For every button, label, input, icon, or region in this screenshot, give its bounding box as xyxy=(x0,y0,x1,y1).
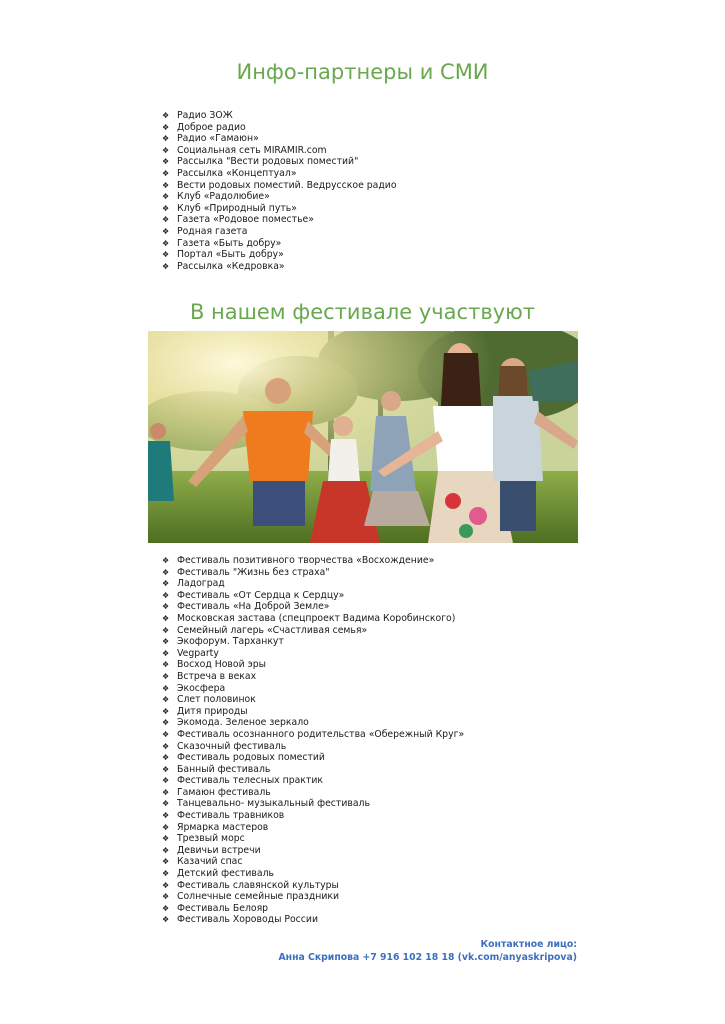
contact-label: Контактное лицо: xyxy=(480,939,577,950)
participants-list-item xyxy=(162,822,464,834)
participants-item-text: Фестиваль "Жизнь без страха" xyxy=(177,566,330,578)
participants-list-item xyxy=(162,590,464,602)
contact-block xyxy=(278,938,577,964)
diamond-bullet-icon: ❖ xyxy=(162,192,170,202)
contact-details: Анна Скрипова +7 916 102 18 18 (vk.com/anyaskripova) xyxy=(278,952,577,963)
participants-item-text: Vegparty xyxy=(177,647,219,659)
participants-item-text: Восход Новой эры xyxy=(177,659,266,671)
diamond-bullet-icon: ❖ xyxy=(162,683,170,693)
diamond-bullet-icon: ❖ xyxy=(162,880,170,890)
diamond-bullet-icon: ❖ xyxy=(162,556,170,565)
diamond-bullet-icon: ❖ xyxy=(162,111,170,120)
diamond-bullet-icon: ❖ xyxy=(162,648,170,658)
partners-item-text: Вести родовых поместий. Ведрусское радио xyxy=(177,179,397,191)
partners-heading: Инфо-партнеры и СМИ xyxy=(236,60,489,84)
partners-list-item xyxy=(162,133,397,145)
diamond-bullet-icon: ❖ xyxy=(162,215,170,225)
partners-list-item xyxy=(162,191,397,203)
participants-item-text: Солнечные семейные праздники xyxy=(177,891,340,903)
diamond-bullet-icon: ❖ xyxy=(162,787,170,797)
participants-item-text: Фестиваль Хороводы России xyxy=(177,914,318,926)
partners-item-text: Родная газета xyxy=(177,225,248,237)
diamond-bullet-icon: ❖ xyxy=(162,695,170,705)
festival-photo-illustration xyxy=(148,331,578,543)
participants-item-text: Фестиваль травников xyxy=(177,810,285,822)
participants-item-text: Фестиваль родовых поместий xyxy=(177,752,325,764)
participants-list-item xyxy=(162,625,464,637)
diamond-bullet-icon: ❖ xyxy=(162,869,170,879)
participants-list-item xyxy=(162,601,464,613)
participants-list-item xyxy=(162,648,464,660)
participants-list-item xyxy=(162,729,464,741)
partners-item-text: Клуб «Радолюбие» xyxy=(177,191,270,203)
partners-list-item xyxy=(162,156,397,168)
partners-item-text: Радио «Гамаюн» xyxy=(177,133,259,145)
participants-list-item xyxy=(162,706,464,718)
partners-list xyxy=(162,110,397,272)
participants-item-text: Экомода. Зеленое зеркало xyxy=(177,717,309,729)
diamond-bullet-icon: ❖ xyxy=(162,261,170,271)
diamond-bullet-icon: ❖ xyxy=(162,567,170,577)
partners-item-text: Клуб «Природный путь» xyxy=(177,202,297,214)
participants-item-text: Фестиваль Белояр xyxy=(177,902,269,914)
diamond-bullet-icon: ❖ xyxy=(162,157,170,167)
participants-list-item xyxy=(162,671,464,683)
participants-item-text: Фестиваль славянской культуры xyxy=(177,879,339,891)
participants-item-text: Фестиваль телесных практик xyxy=(177,775,323,787)
participants-item-text: Гамаюн фестиваль xyxy=(177,786,271,798)
diamond-bullet-icon: ❖ xyxy=(162,203,170,213)
participants-item-text: Фестиваль «От Сердца к Сердцу» xyxy=(177,589,345,601)
participants-item-text: Казачий спас xyxy=(177,856,243,868)
participants-list-item xyxy=(162,717,464,729)
participants-item-text: Семейный лагерь «Счастливая семья» xyxy=(177,624,368,636)
participants-list xyxy=(162,555,464,926)
participants-list-item xyxy=(162,810,464,822)
partners-item-text: Рассылка «Кедровка» xyxy=(177,260,285,272)
diamond-bullet-icon: ❖ xyxy=(162,145,170,155)
participants-list-item xyxy=(162,741,464,753)
participants-list-item xyxy=(162,764,464,776)
participants-item-text: Фестиваль осознанного родительства «Обережный Круг» xyxy=(177,728,465,740)
partners-list-item xyxy=(162,226,397,238)
partners-item-text: Социальная сеть MIRAMIR.com xyxy=(177,144,327,156)
partners-list-item xyxy=(162,110,397,122)
partners-list-item xyxy=(162,180,397,192)
participants-list-item xyxy=(162,775,464,787)
participants-list-item xyxy=(162,868,464,880)
diamond-bullet-icon: ❖ xyxy=(162,799,170,809)
partners-item-text: Газета «Быть добру» xyxy=(177,237,282,249)
participants-heading: В нашем фестивале участвуют xyxy=(189,300,536,324)
participants-list-item xyxy=(162,659,464,671)
participants-item-text: Девичьи встречи xyxy=(177,844,261,856)
participants-item-text: Дитя природы xyxy=(177,705,248,717)
participants-list-item xyxy=(162,683,464,695)
diamond-bullet-icon: ❖ xyxy=(162,811,170,821)
partners-list-item xyxy=(162,145,397,157)
participants-item-text: Экосфера xyxy=(177,682,226,694)
participants-list-item xyxy=(162,856,464,868)
diamond-bullet-icon: ❖ xyxy=(162,741,170,751)
participants-item-text: Ярмарка мастеров xyxy=(177,821,269,833)
partners-item-text: Рассылка «Концептуал» xyxy=(177,167,297,179)
partners-list-item xyxy=(162,238,397,250)
diamond-bullet-icon: ❖ xyxy=(162,238,170,248)
diamond-bullet-icon: ❖ xyxy=(162,845,170,855)
diamond-bullet-icon: ❖ xyxy=(162,764,170,774)
participants-list-item xyxy=(162,891,464,903)
diamond-bullet-icon: ❖ xyxy=(162,134,170,144)
participants-item-text: Танцевально- музыкальный фестиваль xyxy=(177,798,370,810)
diamond-bullet-icon: ❖ xyxy=(162,892,170,902)
participants-list-item xyxy=(162,567,464,579)
participants-list-item xyxy=(162,787,464,799)
diamond-bullet-icon: ❖ xyxy=(162,613,170,623)
diamond-bullet-icon: ❖ xyxy=(162,857,170,867)
participants-list-item xyxy=(162,752,464,764)
partners-item-text: Доброе радио xyxy=(177,121,246,133)
diamond-bullet-icon: ❖ xyxy=(162,625,170,635)
participants-list-item xyxy=(162,694,464,706)
diamond-bullet-icon: ❖ xyxy=(162,834,170,844)
diamond-bullet-icon: ❖ xyxy=(162,822,170,832)
diamond-bullet-icon: ❖ xyxy=(162,250,170,260)
diamond-bullet-icon: ❖ xyxy=(162,915,170,925)
diamond-bullet-icon: ❖ xyxy=(162,180,170,190)
diamond-bullet-icon: ❖ xyxy=(162,706,170,716)
diamond-bullet-icon: ❖ xyxy=(162,671,170,681)
participants-item-text: Ладоград xyxy=(177,578,225,590)
partners-list-item xyxy=(162,261,397,273)
participants-list-item xyxy=(162,914,464,926)
partners-item-text: Портал «Быть добру» xyxy=(177,249,284,261)
partners-list-item xyxy=(162,203,397,215)
participants-item-text: Трезвый морс xyxy=(177,833,245,845)
diamond-bullet-icon: ❖ xyxy=(162,776,170,786)
participants-list-item xyxy=(162,903,464,915)
participants-list-item xyxy=(162,636,464,648)
partners-item-text: Радио ЗОЖ xyxy=(177,110,233,121)
participants-list-item xyxy=(162,578,464,590)
participants-list-item xyxy=(162,833,464,845)
participants-item-text: Сказочный фестиваль xyxy=(177,740,287,752)
diamond-bullet-icon: ❖ xyxy=(162,903,170,913)
participants-list-item xyxy=(162,555,464,567)
participants-item-text: Банный фестиваль xyxy=(177,763,271,775)
diamond-bullet-icon: ❖ xyxy=(162,226,170,236)
diamond-bullet-icon: ❖ xyxy=(162,168,170,178)
diamond-bullet-icon: ❖ xyxy=(162,660,170,670)
participants-list-item xyxy=(162,880,464,892)
partners-list-item xyxy=(162,168,397,180)
partners-item-text: Газета «Родовое поместье» xyxy=(177,214,314,226)
participants-item-text: Детский фестиваль xyxy=(177,868,274,880)
participants-item-text: Встреча в веках xyxy=(177,670,257,682)
diamond-bullet-icon: ❖ xyxy=(162,729,170,739)
participants-list-item xyxy=(162,798,464,810)
partners-item-text: Рассылка "Вести родовых поместий" xyxy=(177,156,359,168)
diamond-bullet-icon: ❖ xyxy=(162,590,170,600)
diamond-bullet-icon: ❖ xyxy=(162,122,170,132)
diamond-bullet-icon: ❖ xyxy=(162,602,170,612)
diamond-bullet-icon: ❖ xyxy=(162,637,170,647)
participants-list-item xyxy=(162,845,464,857)
participants-item-text: Слет половинок xyxy=(177,694,256,706)
participants-item-text: Московская застава (спецпроект Вадима Коробинского) xyxy=(177,612,456,624)
partners-list-item xyxy=(162,122,397,134)
festival-photo xyxy=(148,331,578,543)
partners-list-item xyxy=(162,249,397,261)
diamond-bullet-icon: ❖ xyxy=(162,579,170,589)
diamond-bullet-icon: ❖ xyxy=(162,753,170,763)
participants-item-text: Фестиваль «На Доброй Земле» xyxy=(177,601,330,613)
diamond-bullet-icon: ❖ xyxy=(162,718,170,728)
partners-list-item xyxy=(162,214,397,226)
participants-item-text: Экофорум. Тарханкут xyxy=(177,636,284,648)
participants-list-item xyxy=(162,613,464,625)
participants-item-text: Фестиваль позитивного творчества «Восхождение» xyxy=(177,555,435,566)
